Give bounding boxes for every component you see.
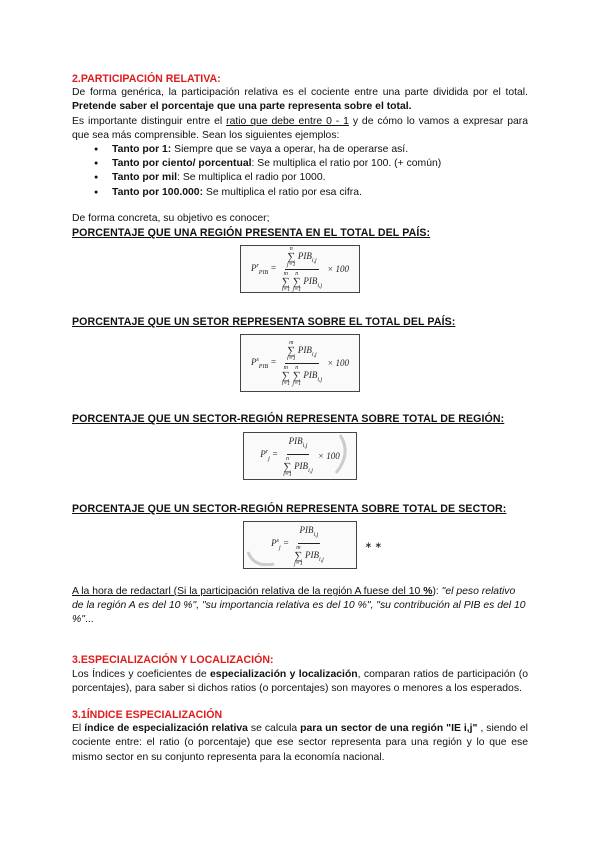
ratio-underlined: ratio que debe entre 0 - 1 [226,115,349,127]
list-item-text: : Se multiplica el radio por 1000. [177,172,326,184]
section-3-paragraph: Los Índices y coeficientes de especialización y localización, comparan ratios de participación (o porcentajes), para saber si dichos ratios (o porcentajes) son mayores o menores a los esperados. [72,668,528,694]
formula-1-title: PORCENTAJE QUE UNA REGIÓN PRESENTA EN EL TOTAL DEL PAÍS: [72,227,431,240]
formula-4 [243,521,382,569]
list-item-text: Se multiplica el ratio por esa cifra. [203,186,362,198]
formula-fraction: $PIB_{i,j}$ m ∑ j=1 $PIB_{i,j}$ [294,524,324,567]
formula-multiplier: ∗ ∗ [364,539,382,550]
list-item [112,186,528,200]
ratio-text-c: y de cómo lo vamos a expresar para que sea más comprensible. Sean los siguientes ejemplos: [72,115,529,141]
list-item [112,157,528,171]
examples-list [72,143,528,200]
formula-lhs: $P^r_j$ = [260,449,279,462]
formula-fraction: $PIB_{i,j}$ n ∑ i=1 $PIB_{i,j}$ [283,435,313,478]
list-item-text: Siempre que se vaya a operar, ha de operarse así. [171,144,409,156]
formula-lhs: $P^r_{PIB}$ = [250,262,277,276]
formula-3 [243,432,357,480]
formula-multiplier: × 100 [317,450,340,461]
example-text: A la hora de redactarl (Si la participación relativa de la región A fuese del 10 [72,585,424,597]
section-3-1-title: 3.1ÍNDICE ESPECIALIZACIÓN [72,709,223,722]
example-ellipsis: ... [84,614,94,626]
section-3-title: 3.ESPECIALIZACIÓN Y LOCALIZACIÓN: [72,654,274,667]
formula-4-title: PORCENTAJE QUE UN SECTOR-REGIÓN REPRESENTA SOBRE TOTAL DE SECTOR: [72,502,507,515]
example-pct: % [423,585,433,597]
formula-lhs: $P^s_j$ = [271,538,290,552]
ratio-paragraph [72,115,528,143]
list-item [112,143,528,157]
list-item-bold: Tanto por 100.000: [112,186,204,198]
section-2-intro [72,86,528,114]
formula-3-title: PORCENTAJE QUE UN SECTOR-REGIÓN REPRESENTA SOBRE TOTAL DE REGIÓN: [72,413,505,426]
intro-bold: Pretende saber el porcentaje que una parte representa sobre el total. [72,101,412,113]
formula-multiplier: × 100 [327,264,350,275]
formula-lhs: $P^s_{PIB}$ = [250,356,277,370]
list-item-bold: Tanto por ciento/ porcentual [112,158,252,170]
list-item-bold: Tanto por 1: [112,144,172,156]
example-quotes: "el peso relativo de la región A es del 10 %", "su importancia relativa es del 10 %", "su contribución al PIB es del 10 %" [72,585,526,626]
concrete-text: De forma concreta, su objetivo es conocer; [72,212,270,224]
formula-multiplier: × 100 [327,358,350,369]
list-item-text: : Se multiplica el ratio por 100. (+ común) [251,158,442,170]
list-item-bold: Tanto por mil [112,172,178,184]
section-3-1-paragraph: El índice de especialización relativa se calcula para un sector de una región "IE i,j" , siendo el cociente entre: el ratio (o porcentaje) que ese sector representa para una región y lo que ese mismo sector en su conjunto representa para la economía nacional. [72,723,528,763]
intro-text: De forma genérica, la participación relativa es el cociente entre una parte dividida por el total. [72,87,528,99]
example-paragraph [72,585,528,628]
example-colon: ): [432,585,442,597]
section-2-title: 2.PARTICIPACIÓN RELATIVA: [72,73,221,85]
ratio-text-a: Es importante distinguir entre el [72,115,223,127]
formula-fraction: m ∑ i=1 $PIB_{i,j}$ m ∑ i=1 n ∑ j=1 $PIB_{i,j}$ [281,339,323,387]
formula-1 [240,245,360,293]
formula-2-title: PORCENTAJE QUE UN SETOR REPRESENTA SOBRE EL TOTAL DEL PAÍS: [72,316,456,329]
list-item [112,171,528,185]
formula-fraction: n ∑ j=1 $PIB_{i,j}$ m ∑ i=1 n ∑ j=1 $PIB_{i,j}$ [281,245,323,293]
formula-2 [240,334,360,392]
document-body [72,72,528,765]
